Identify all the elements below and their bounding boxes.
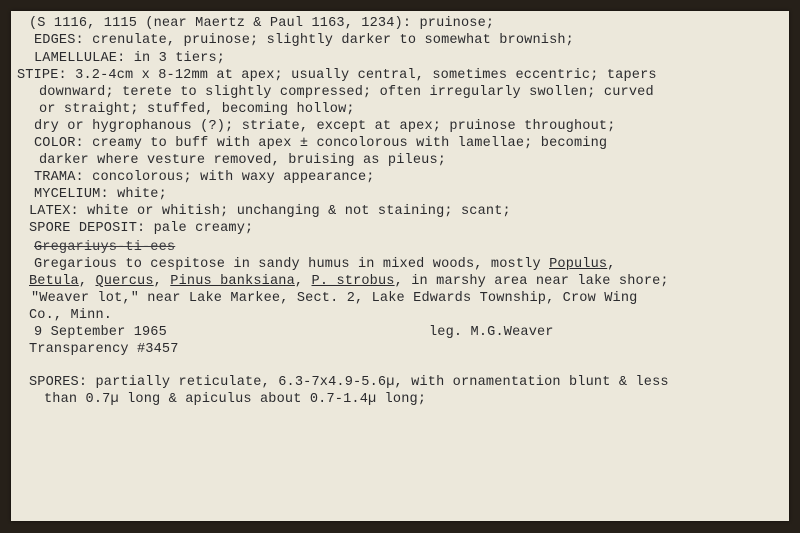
taxon-populus: Populus: [549, 257, 608, 272]
card-line: or straight; stuffed, becoming hollow;: [39, 102, 355, 117]
punctuation: ,: [607, 257, 616, 272]
card-line: dry or hygrophanous (?); striate, except at apex; pruinose throughout;: [34, 119, 616, 134]
card-line: MYCELIUM: white;: [34, 187, 167, 202]
card-line: EDGES: crenulate, pruinose; slightly darker to somewhat brownish;: [34, 33, 574, 48]
taxon-pinus-banksiana: Pinus banksiana: [170, 274, 295, 289]
habitat-line-2: [29, 274, 669, 290]
habitat-line-1: [34, 257, 616, 273]
card-line: downward; terete to slightly compressed; often irregularly swollen; curved: [39, 85, 654, 100]
taxon-betula: Betula: [29, 274, 79, 289]
card-line: LAMELLULAE: in 3 tiers;: [34, 51, 226, 66]
card-line: than 0.7µ long & apiculus about 0.7-1.4µ long;: [44, 392, 427, 407]
habitat-text: Gregarious to cespitose in sandy humus in mixed woods, mostly: [34, 257, 550, 272]
card-line: SPORE DEPOSIT: pale creamy;: [29, 221, 254, 236]
habitat-text: , in marshy area near lake shore;: [394, 274, 669, 289]
card-line: STIPE: 3.2-4cm x 8-12mm at apex; usually central, sometimes eccentric; tapers: [17, 68, 657, 83]
punctuation: ,: [294, 274, 312, 289]
card-line: COLOR: creamy to buff with apex ± concolorous with lamellae; becoming: [34, 136, 608, 151]
card-line: darker where vesture removed, bruising as pileus;: [39, 153, 447, 168]
collector: leg. M.G.Weaver: [429, 325, 554, 340]
punctuation: ,: [78, 274, 96, 289]
card-line: TRAMA: concolorous; with waxy appearance;: [34, 170, 375, 185]
card-line: "Weaver lot," near Lake Markee, Sect. 2, Lake Edwards Township, Crow Wing: [31, 291, 638, 306]
card-line: Co., Minn.: [29, 308, 113, 323]
transparency-number: Transparency #3457: [29, 342, 179, 357]
taxon-p-strobus: P. strobus: [311, 274, 395, 289]
struck-out-word: Gregariuys-ti-ees: [34, 240, 176, 255]
punctuation: ,: [153, 274, 171, 289]
card-line: LATEX: white or whitish; unchanging & not staining; scant;: [29, 204, 511, 219]
collection-date: 9 September 1965: [34, 325, 167, 340]
card-line: (S 1116, 1115 (near Maertz & Paul 1163, 1234): pruinose;: [29, 16, 495, 31]
taxon-quercus: Quercus: [95, 274, 154, 289]
card-line: SPORES: partially reticulate, 6.3-7x4.9-5.6µ, with ornamentation blunt & less: [29, 375, 669, 390]
specimen-card: [11, 11, 789, 521]
